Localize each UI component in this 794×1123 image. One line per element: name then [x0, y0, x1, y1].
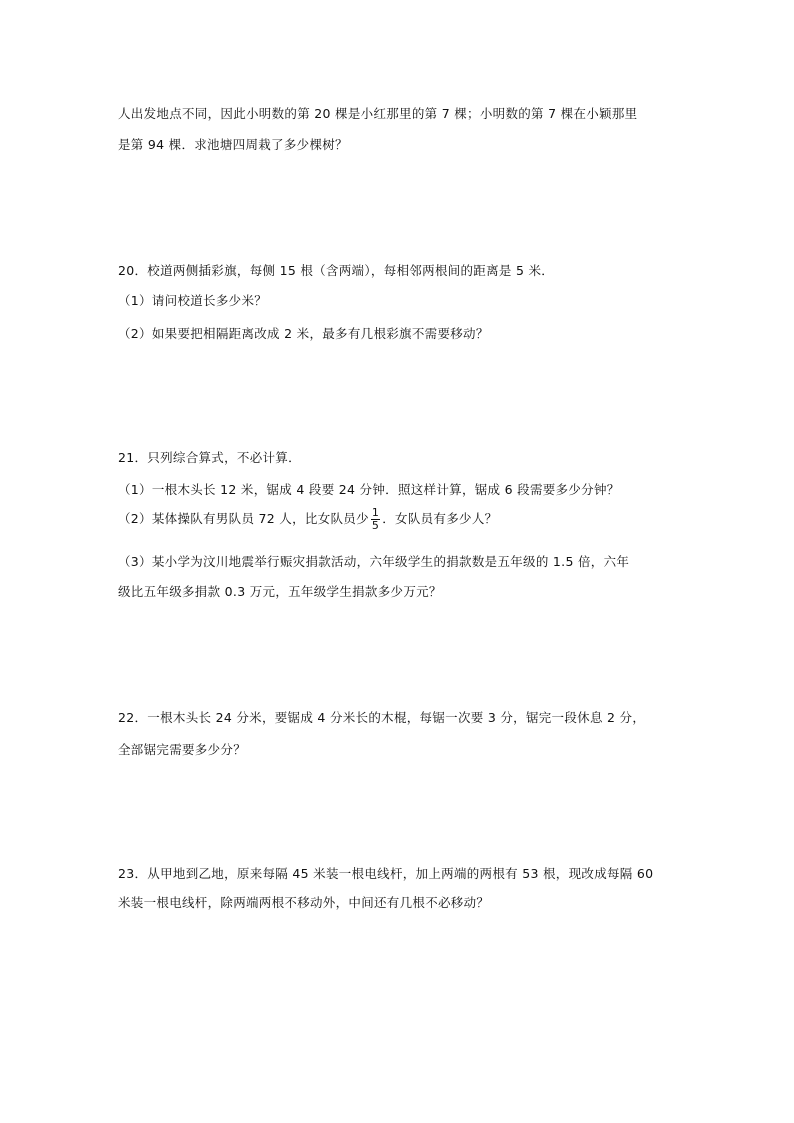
question-21-stem: 21．只列综合算式，不必计算．: [118, 450, 301, 465]
question-20-part-2: （2）如果要把相隔距离改成 2 米，最多有几根彩旗不需要移动？: [118, 326, 489, 341]
fraction-one-fifth: [371, 507, 380, 532]
question-20-part-1: （1）请问校道长多少米？: [118, 293, 268, 308]
question-21-part-2-text-after: ．女队员有多少人？: [382, 511, 498, 526]
intro-line-2: 是第 94 棵．求池塘四周栽了多少棵树？: [118, 137, 348, 152]
fraction-numerator: 1: [371, 506, 380, 519]
question-21-part-2-text-before: （2）某体操队有男队员 72 人，比女队员少: [118, 511, 369, 526]
question-21-part-1: （1）一根木头长 12 米，锯成 4 段要 24 分钟．照这样计算，锯成 6 段需要多少分钟？: [118, 482, 620, 497]
question-23-line-2: 米装一根电线杆，除两端两根不移动外，中间还有几根不必移动？: [118, 895, 490, 910]
question-23-line-1: 23．从甲地到乙地，原来每隔 45 米装一根电线杆，加上两端的两根有 53 根，现改成每隔 60: [118, 866, 654, 881]
question-21-part-3-line-1: （3）某小学为汶川地震举行赈灾捐款活动，六年级学生的捐款数是五年级的 1.5 倍，六年: [118, 554, 630, 569]
question-22-line-1: 22．一根木头长 24 分米，要锯成 4 分米长的木棍，每锯一次要 3 分，锯完一段休息 2 分，: [118, 710, 646, 725]
intro-line-1: 人出发地点不同，因此小明数的第 20 棵是小红那里的第 7 棵；小明数的第 7 棵在小颖那里: [118, 106, 638, 121]
fraction-denominator: 5: [371, 519, 380, 532]
question-22-line-2: 全部锯完需要多少分？: [118, 742, 247, 757]
question-20-stem: 20．校道两侧插彩旗，每侧 15 根（含两端），每相邻两根间的距离是 5 米．: [118, 263, 555, 278]
question-21-part-2: [118, 507, 497, 532]
question-21-part-3-line-2: 级比五年级多捐款 0.3 万元，五年级学生捐款多少万元？: [118, 584, 442, 599]
